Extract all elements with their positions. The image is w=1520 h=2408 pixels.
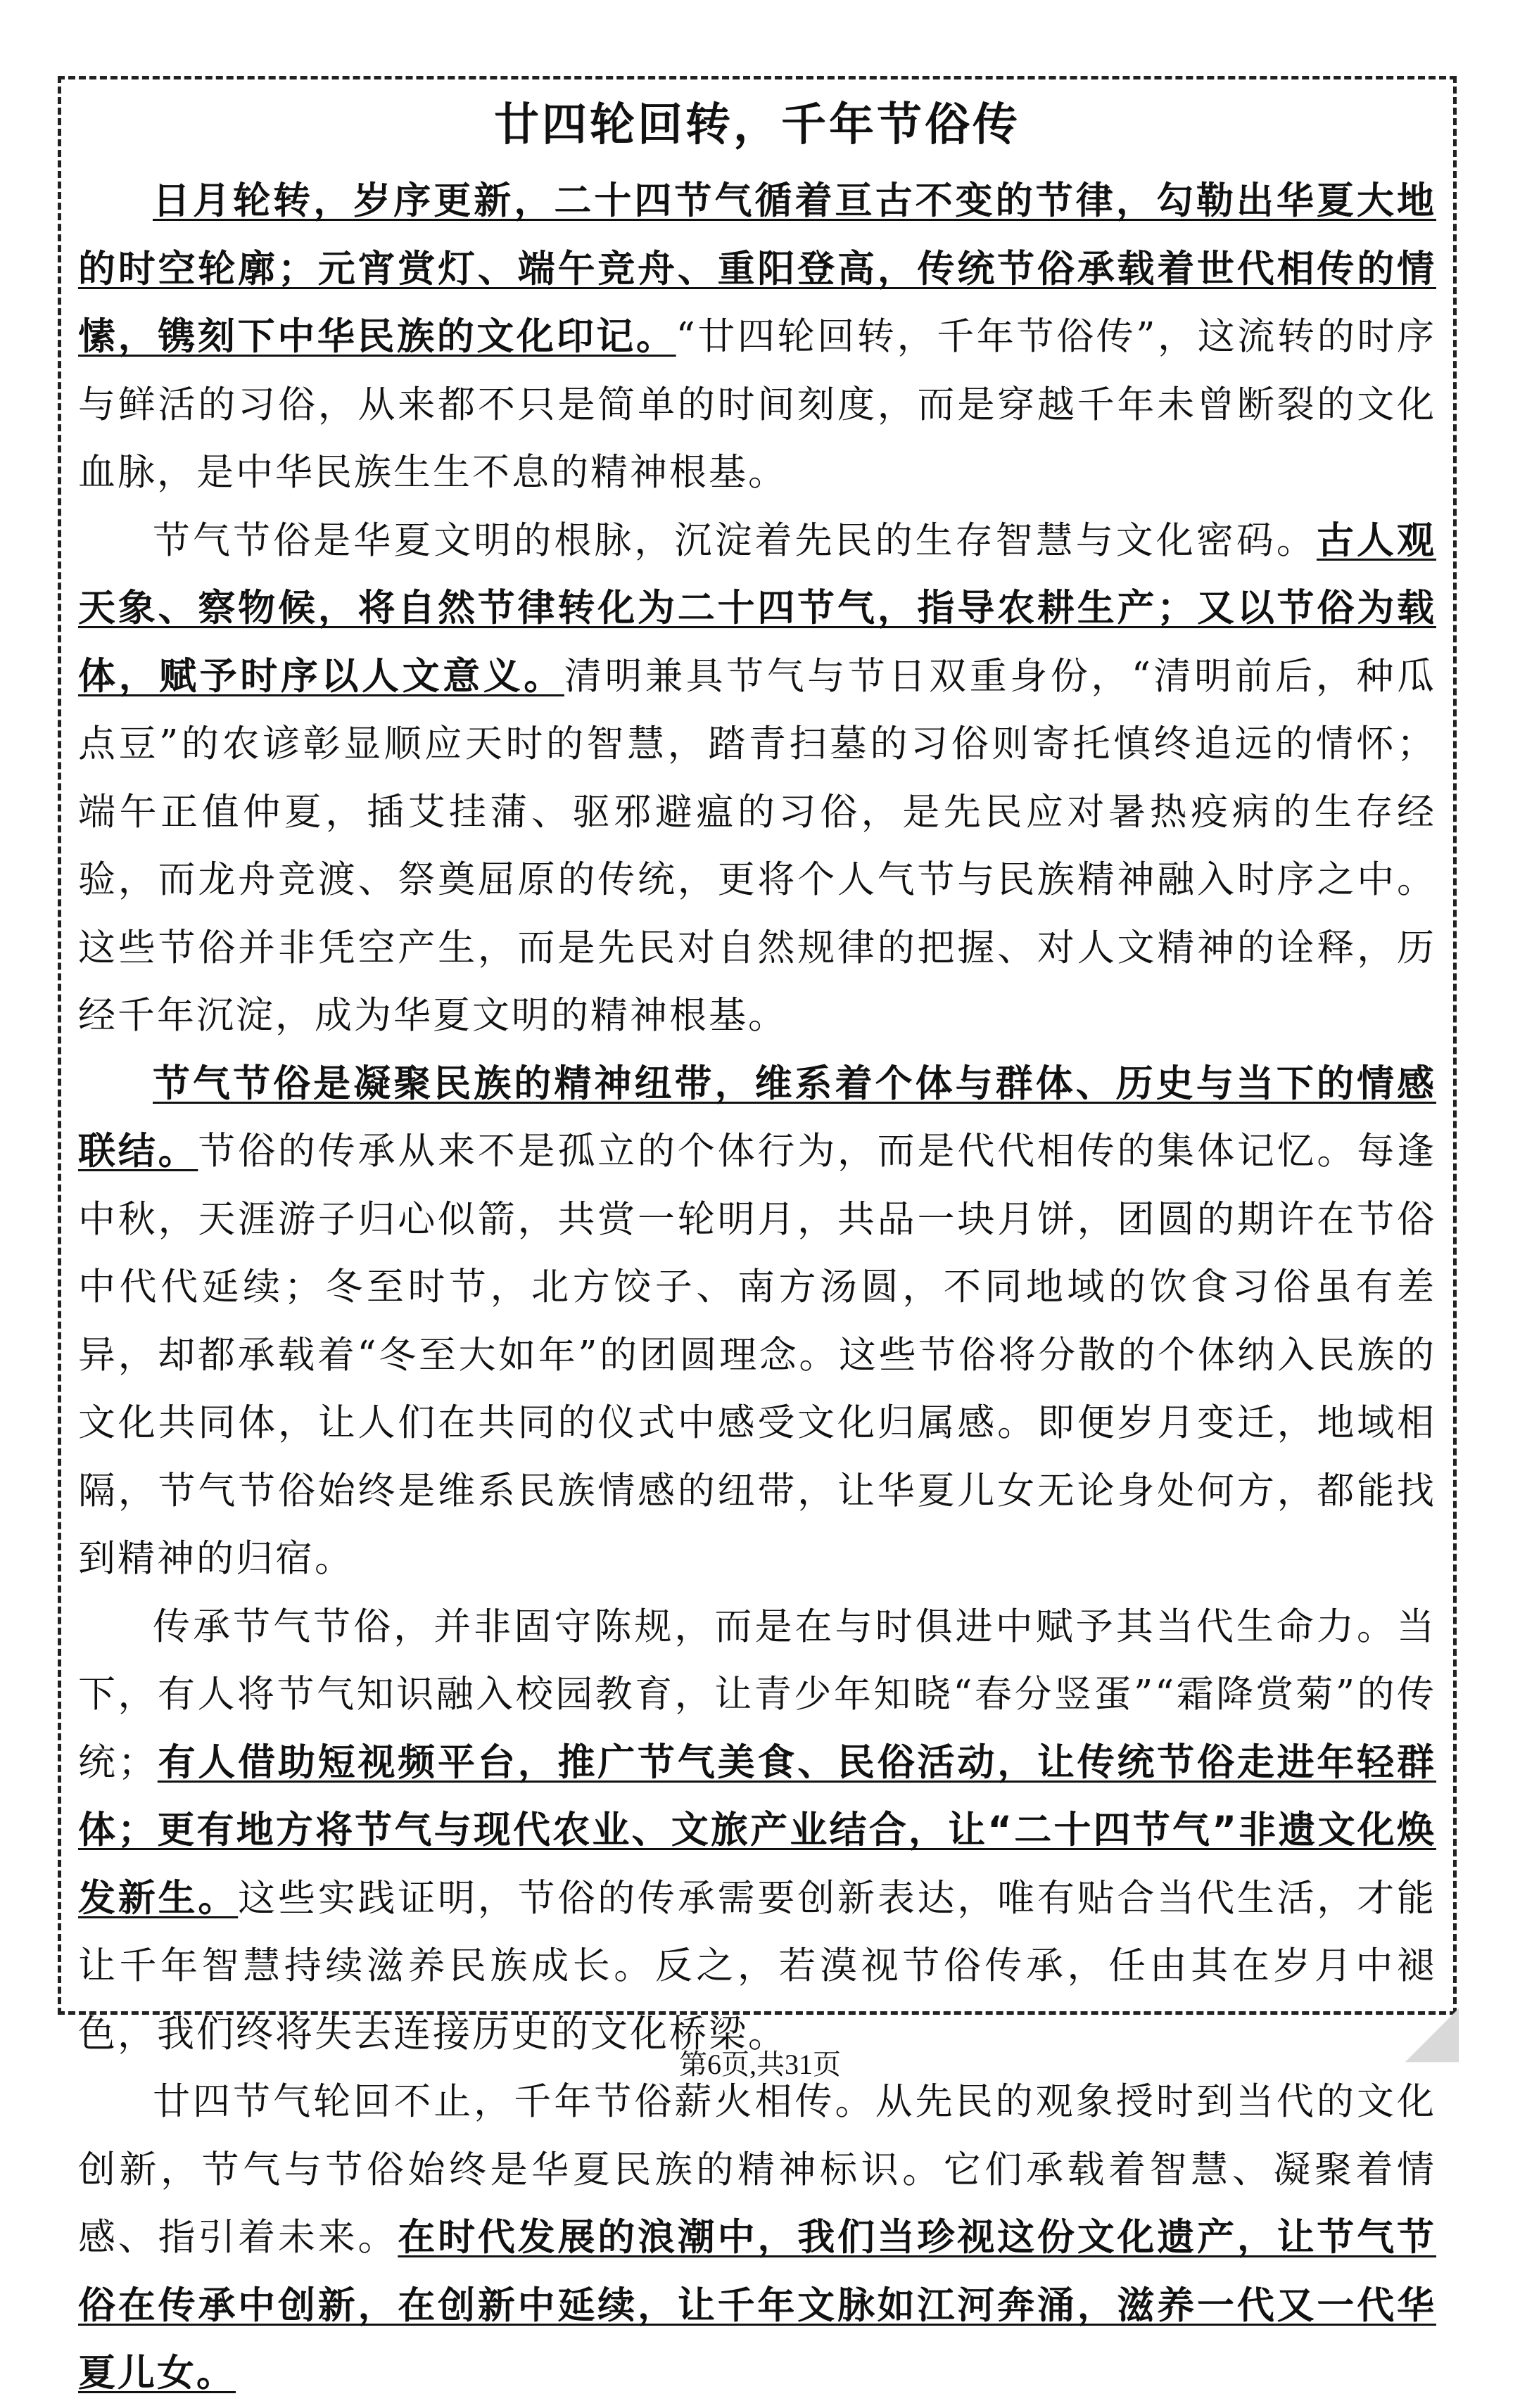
body-text: 节气节俗是华夏文明的根脉，沉淀着先民的生存智慧与文化密码。 [153, 518, 1317, 562]
paragraph-3 [78, 1050, 1436, 1593]
paragraph-1 [78, 167, 1436, 507]
highlighted-sentence: 在时代发展的浪潮中，我们当珍视这份文化遗产，让节气节俗在传承中创新，在创新中延续，让千年文脉如江河奔涌，滋养一代又一代华夏儿女。 [78, 2216, 1437, 2395]
body-text: “廿四轮回转，千年节俗传”，这流转的时序与鲜活的习俗，从来都不只是简单的时间刻度，而是穿越千年未曾断裂的文化血脉，是中华民族生生不息的精神根基。 [78, 315, 1436, 494]
highlighted-sentence: 有人借助短视频平台，推广节气美食、民俗活动，让传统节俗走进年轻群体；更有地方将节气与现代农业、文旅产业结合，让“二十四节气”非遗文化焕发新生。 [78, 1740, 1437, 1920]
highlighted-sentence: 节气节俗是凝聚民族的精神纽带，维系着个体与群体、历史与当下的情感联结。 [78, 1062, 1436, 1173]
paragraph-5 [78, 2068, 1436, 2408]
body-text: 廿四节气轮回不止，千年节俗薪火相传。从先民的观象授时到当代的文化创新，节气与节俗始终是华夏民族的精神标识。它们承载着智慧、凝聚着情感、指引着未来。 [78, 2080, 1436, 2259]
paragraph-2 [78, 507, 1436, 1050]
body-text: 传承节气节俗，并非固守陈规，而是在与时俱进中赋予其当代生命力。当下，有人将节气知识融入校园教育，让青少年知晓“春分竖蛋”“霜降赏菊”的传统； [78, 1605, 1436, 1784]
paragraph-4 [78, 1593, 1436, 2069]
body-text: 这些实践证明，节俗的传承需要创新表达，唯有贴合当代生活，才能让千年智慧持续滋养民族成长。反之，若漠视节俗传承，任由其在岁月中褪色，我们终将失去连接历史的文化桥梁。 [78, 1876, 1437, 2056]
page-curl-icon: ◢ [1405, 1988, 1459, 2070]
highlighted-sentence: 古人观天象、察物候，将自然节律转化为二十四节气，指导农耕生产；又以节俗为载体，赋予时序以人文意义。 [78, 518, 1437, 698]
highlighted-sentence: 日月轮转，岁序更新，二十四节气循着亘古不变的节律，勾勒出华夏大地的时空轮廓；元宵赏灯、端午竞舟、重阳登高，传统节俗承载着世代相传的情愫，镌刻下中华民族的文化印记。 [78, 179, 1436, 358]
page-number: 第6页,共31页 [679, 2049, 841, 2080]
body-text: 清明兼具节气与节日双重身份，“清明前后，种瓜点豆”的农谚彰显顺应天时的智慧，踏青扫墓的习俗则寄托慎终追远的情怀；端午正值仲夏，插艾挂蒲、驱邪避瘟的习俗，是先民应对暑热疫病的生存经验，而龙舟竞渡、祭奠屈原的传统，更将个人气节与民族精神融入时序之中。这些节俗并非凭空产生，而是先民对自然规律的把握、对人文精神的诠释，历经千年沉淀，成为华夏文明的精神根基。 [78, 654, 1436, 1037]
body-text: 节俗的传承从来不是孤立的个体行为，而是代代相传的集体记忆。每逢中秋，天涯游子归心似箭，共赏一轮明月，共品一块月饼，团圆的期许在节俗中代代延续；冬至时节，北方饺子、南方汤圆，不同地域的饮食习俗虽有差异，却都承载着“冬至大如年”的团圆理念。这些节俗将分散的个体纳入民族的文化共同体，让人们在共同的仪式中感受文化归属感。即便岁月变迁，地域相隔，节气节俗始终是维系民族情感的纽带，让华夏儿女无论身处何方，都能找到精神的归宿。 [78, 1130, 1437, 1580]
essay-title: 廿四轮回转，千年节俗传 [494, 99, 1020, 151]
